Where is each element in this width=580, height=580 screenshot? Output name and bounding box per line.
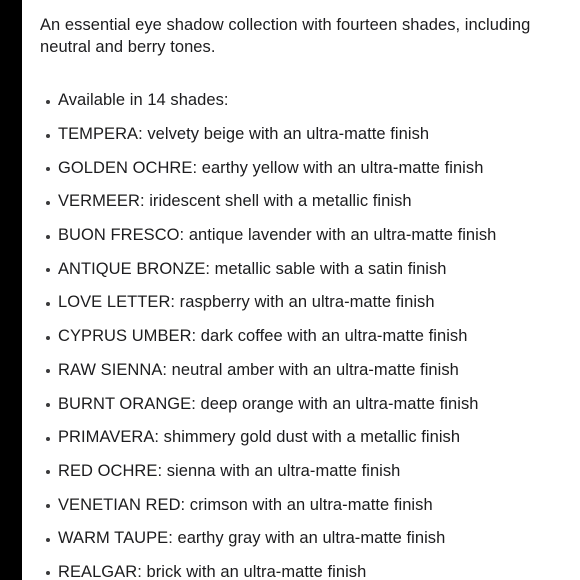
bullet-icon [46,437,50,441]
list-item-text: TEMPERA: velvety beige with an ultra-matte finish [58,125,430,144]
list-item-text: BUON FRESCO: antique lavender with an ultra-matte finish [58,226,497,245]
list-item [22,556,580,580]
bullet-icon [46,571,50,575]
list-item-text: RED OCHRE: sienna with an ultra-matte finish [58,461,401,480]
list-item [22,488,580,522]
list-item-text: GOLDEN OCHRE: earthy yellow with an ultra-matte finish [58,158,484,177]
list-item [22,84,580,118]
bullet-icon [46,504,50,508]
list-item-text: VENETIAN RED: crimson with an ultra-matte finish [58,495,433,514]
list-item-text: RAW SIENNA: neutral amber with an ultra-matte finish [58,360,459,379]
list-item [22,219,580,253]
list-item-text: Available in 14 shades: [58,91,229,110]
list-item [22,387,580,421]
bullet-icon [46,167,50,171]
list-item-text: PRIMAVERA: shimmery gold dust with a metallic finish [58,428,461,447]
bullet-icon [46,470,50,474]
bullet-icon [46,538,50,542]
bullet-icon [46,403,50,407]
bullet-icon [46,235,50,239]
list-item-text: BURNT ORANGE: deep orange with an ultra-matte finish [58,394,479,413]
list-item-text: REALGAR: brick with an ultra-matte finish [58,562,367,580]
bullet-icon [46,369,50,373]
bullet-icon [46,201,50,205]
list-item [22,185,580,219]
shade-list [22,84,580,580]
bullet-icon [46,302,50,306]
list-item [22,354,580,388]
list-item-text: CYPRUS UMBER: dark coffee with an ultra-matte finish [58,327,468,346]
list-item [22,286,580,320]
list-item [22,455,580,489]
list-item [22,320,580,354]
list-item-text: ANTIQUE BRONZE: metallic sable with a satin finish [58,259,447,278]
list-item [22,118,580,152]
bullet-icon [46,100,50,104]
bullet-icon [46,134,50,138]
list-item [22,522,580,556]
description-intro: An essential eye shadow collection with fourteen shades, including neutral and berry tones. [40,16,531,56]
list-item-text: VERMEER: iridescent shell with a metallic finish [58,192,412,211]
list-item-text: WARM TAUPE: earthy gray with an ultra-matte finish [58,529,446,548]
list-item [22,151,580,185]
bullet-icon [46,268,50,272]
list-item [22,421,580,455]
bullet-icon [46,336,50,340]
list-item [22,252,580,286]
description-card [22,0,580,580]
list-item-text: LOVE LETTER: raspberry with an ultra-matte finish [58,293,435,312]
